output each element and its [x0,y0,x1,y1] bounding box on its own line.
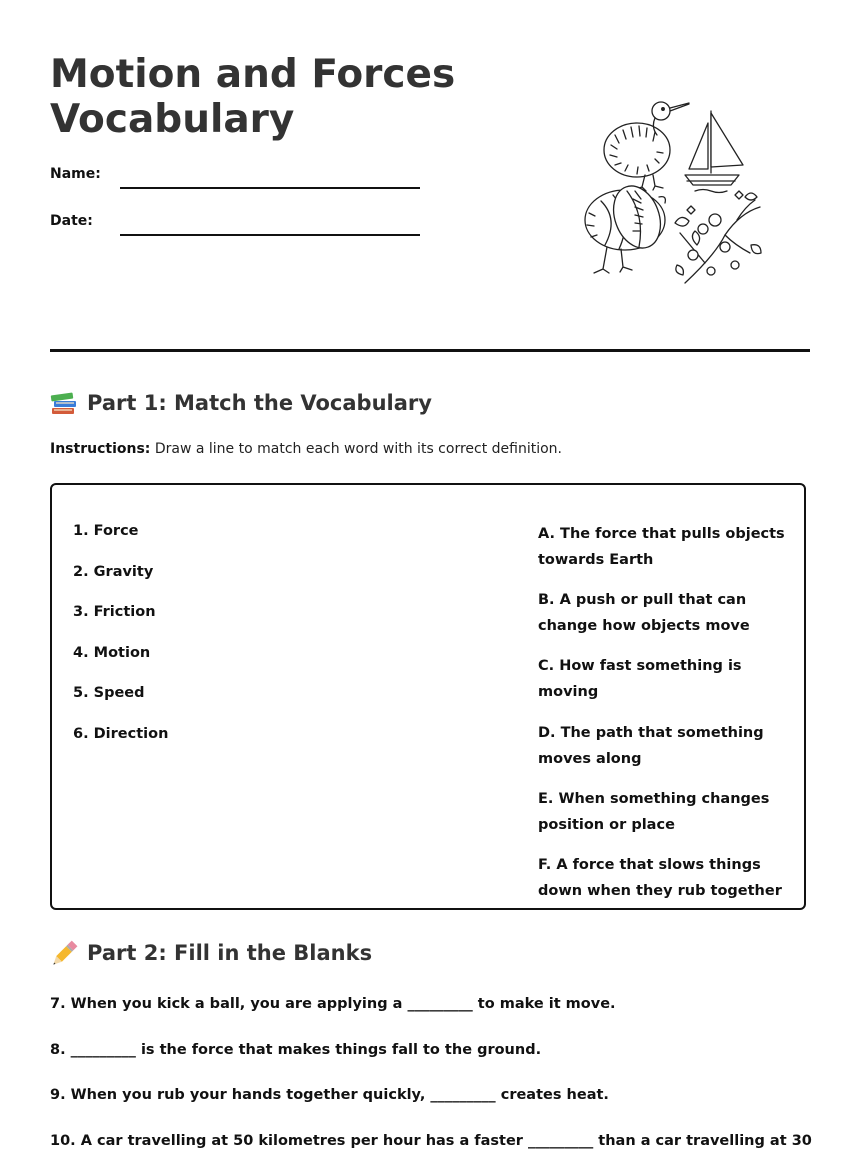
name-field[interactable] [120,187,420,189]
part2-heading [50,940,372,966]
name-label: Name: [50,166,101,182]
date-field[interactable] [120,234,420,236]
term-item: 1. Force [73,523,139,539]
pencil-icon [50,940,78,966]
part1-title: Part 1: Match the Vocabulary [87,391,432,415]
definition-item: F. A force that slows things down when they rub together [538,857,782,899]
matching-box [50,483,806,910]
part1-heading [50,390,432,416]
term-item: 6. Direction [73,725,169,742]
title-line-1: Motion and Forces [50,52,456,97]
definition-item: A. The force that pulls objects towards Earth [538,526,785,568]
books-icon [50,390,78,416]
term-item: 3. Friction [73,604,156,621]
part2-title: Part 2: Fill in the Blanks [87,941,373,965]
question-7: 7. When you kick a ball, you are applying a _________ to make it move. [50,996,616,1012]
kiwi-bird-sailboat-flower-icon [575,95,770,290]
page-title [50,52,455,142]
definition-list [538,521,800,918]
definition-item: B. A push or pull that can change how objects move [538,592,750,634]
term-item: 2. Gravity [73,563,154,580]
definition-item: D. The path that something moves along [538,725,764,767]
title-line-2: Vocabulary [50,97,295,142]
term-list [73,521,168,765]
question-9: 9. When you rub your hands together quickly, _________ creates heat. [50,1087,609,1103]
definition-item: C. How fast something is moving [538,658,742,700]
instructions-text: Draw a line to match each word with its correct definition. [150,441,563,457]
definition-item: E. When something changes position or place [538,791,770,833]
term-item: 4. Motion [73,644,151,661]
question-8: 8. _________ is the force that makes things fall to the ground. [50,1042,542,1058]
header-divider [50,349,810,352]
instructions-label: Instructions: [50,441,151,457]
question-10: 10. A car travelling at 50 kilometres per hour has a faster _________ than a car travelling at 30 [50,1133,812,1149]
term-item: 5. Speed [73,685,145,702]
date-label: Date: [50,213,93,229]
instructions [50,441,562,457]
